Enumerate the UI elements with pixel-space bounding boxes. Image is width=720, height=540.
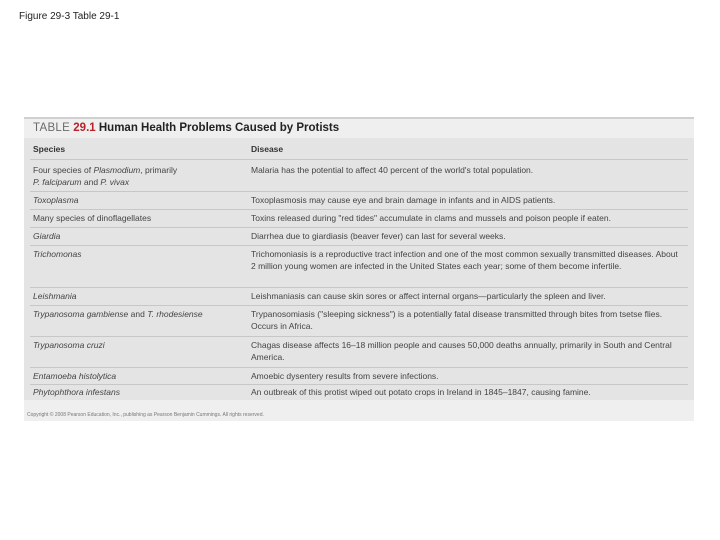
table-title [33,122,339,134]
table-row-disease: Chagas disease affects 16–18 million people and causes 50,000 deaths annually, primarily in South and Central America. [251,340,672,362]
column-header-species: Species [33,144,66,154]
table-name: Human Health Problems Caused by Protists [98,122,340,134]
table-row-disease: Leishmaniasis can cause skin sores or affect internal organs—particularly the spleen and liver. [251,291,606,301]
table-row-disease: Trypanosomiasis ("sleeping sickness") is a potentially fatal disease transmitted through bites from tsetse flies. Occurs in Africa. [251,309,663,331]
table-row-disease: An outbreak of this protist wiped out potato crops in Ireland in 1845–1847, causing famine. [251,387,591,397]
table-row-disease: Trichomoniasis is a reproductive tract infection and one of the most common sexually transmitted diseases. About 2 million young women are infected in the United States each year; some of them become infertile. [251,249,678,271]
table-row-disease: Amoebic dysentery results from severe infections. [251,371,439,381]
column-header-disease: Disease [251,144,284,154]
table-row-disease: Toxins released during "red tides" accumulate in clams and mussels and poison people if eaten. [251,213,611,223]
data-table [24,138,694,400]
table-row-species: Trypanosoma gambiense and T. rhodesiense [33,309,203,319]
table-row-species: Trichomonas [33,249,82,259]
table-row-species: Leishmania [33,291,77,301]
table-row-disease: Diarrhea due to giardiasis (beaver fever) can last for several weeks. [251,231,506,241]
table-row-disease: Toxoplasmosis may cause eye and brain damage in infants and in AIDS patients. [251,195,556,205]
table-row-species: Trypanosoma cruzi [33,340,105,350]
copyright-notice: Copyright © 2008 Pearson Education, Inc., publishing as Pearson Benjamin Cummings. All rights reserved. [27,412,264,418]
table-row-species: Entamoeba histolytica [33,371,117,381]
table-row-disease: Malaria has the potential to affect 40 percent of the world's total population. [251,165,534,175]
table-row-species: Giardia [33,231,61,241]
slide-caption: Figure 29-3 Table 29-1 [19,11,120,22]
table-label: TABLE [33,122,71,134]
table-number: 29.1 [73,122,96,134]
table-row-species: Phytophthora infestans [33,387,120,397]
table-row-species: Toxoplasma [33,195,79,205]
header-divider [30,159,688,160]
table-row-species: Many species of dinoflagellates [33,213,152,223]
table-row-species: Four species of Plasmodium, primarily P. falciparum and P. vivax [33,165,178,187]
table-panel [24,117,694,421]
